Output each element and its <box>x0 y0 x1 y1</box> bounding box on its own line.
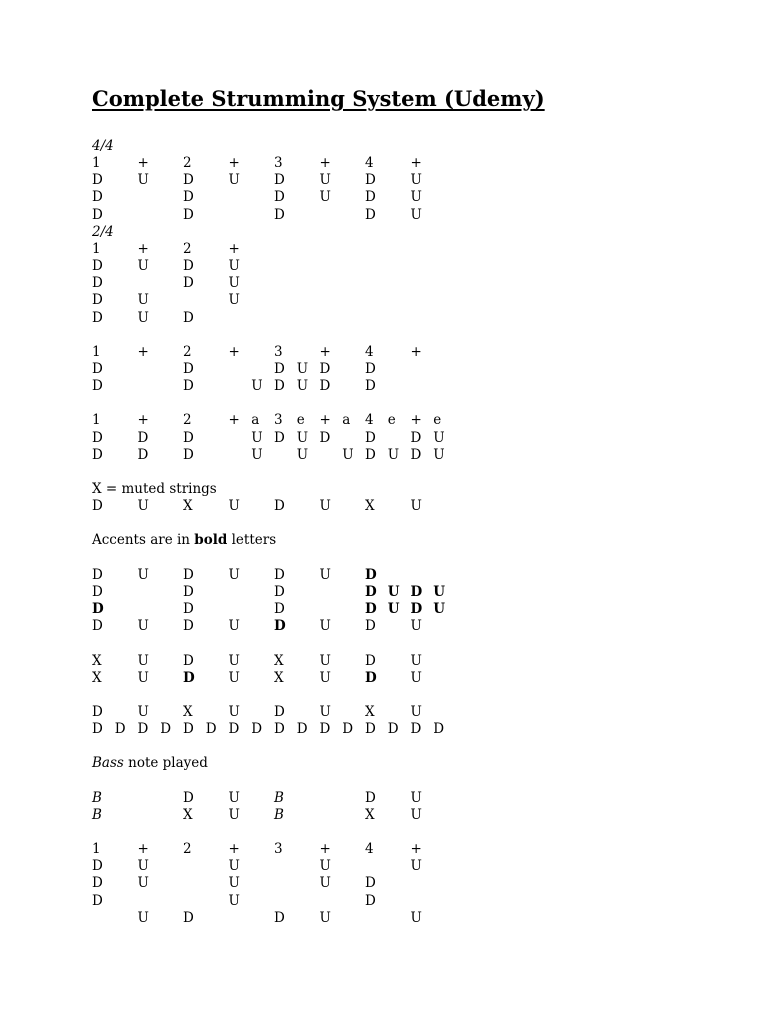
strum-symbol: U <box>433 429 445 446</box>
strum-symbol: U <box>228 618 240 635</box>
strum-symbol: + <box>410 841 422 858</box>
strum-symbol: X <box>183 498 193 515</box>
strum-symbol: 2 <box>183 155 192 172</box>
strum-symbol: D <box>92 378 103 395</box>
strum-symbol: U <box>251 429 263 446</box>
strum-symbol: U <box>228 292 240 309</box>
strum-symbol: U <box>228 789 240 806</box>
strum-symbol: + <box>137 412 149 429</box>
strum-symbol: U <box>319 875 331 892</box>
strum-symbol: D <box>92 703 103 720</box>
strum-symbol: U <box>433 446 445 463</box>
strum-symbol: D <box>183 309 194 326</box>
strum-symbol: X <box>183 703 193 720</box>
strum-symbol: D <box>410 583 423 600</box>
strum-symbol: U <box>228 892 240 909</box>
strum-symbol: U <box>251 378 263 395</box>
strum-symbol: 3 <box>274 841 283 858</box>
strum-symbol: U <box>137 309 149 326</box>
strum-symbol: U <box>319 498 331 515</box>
strum-symbol: U <box>410 703 422 720</box>
strum-symbol: D <box>365 446 376 463</box>
strum-symbol: D <box>365 601 377 618</box>
strum-symbol: X <box>365 806 375 823</box>
strum-symbol: D <box>183 909 194 926</box>
strum-symbol: D <box>183 206 194 223</box>
strum-symbol: D <box>183 258 194 275</box>
strum-symbol: U <box>228 875 240 892</box>
strum-symbol: U <box>410 669 422 686</box>
strum-symbol: U <box>137 669 149 686</box>
strum-symbol: e <box>296 412 305 429</box>
strum-symbol: D <box>365 618 376 635</box>
strum-symbol: D <box>274 172 285 189</box>
text-segment: note played <box>123 755 208 772</box>
strum-symbol: D <box>274 206 285 223</box>
strum-symbol: U <box>410 172 422 189</box>
strum-symbol: U <box>387 446 400 463</box>
strum-symbol: D <box>319 429 331 446</box>
strum-symbol: D <box>365 378 376 395</box>
strum-symbol: U <box>137 652 149 669</box>
strum-symbol: D <box>274 703 285 720</box>
strum-symbol: 1 <box>92 412 101 429</box>
strum-symbol: U <box>228 669 240 686</box>
strum-symbol: D <box>274 378 285 395</box>
strum-symbol: U <box>296 446 309 463</box>
strum-symbol: D <box>365 652 376 669</box>
strum-symbol: D <box>183 360 194 377</box>
strum-symbol: D <box>92 875 103 892</box>
strum-symbol: D <box>365 892 376 909</box>
strum-symbol: D <box>274 429 285 446</box>
text-segment: Bass <box>92 755 124 772</box>
strum-symbol: + <box>410 155 422 172</box>
strum-symbol: D <box>365 789 376 806</box>
strum-symbol: D <box>92 360 103 377</box>
strum-symbol: X <box>92 669 102 686</box>
strum-symbol: 2 <box>183 240 192 257</box>
strum-symbol: U <box>319 566 331 583</box>
strum-symbol: D <box>92 583 103 600</box>
strum-symbol: U <box>228 652 240 669</box>
strum-symbol: D <box>92 206 103 223</box>
strum-symbol: 2 <box>183 841 192 858</box>
strum-symbol: X <box>183 806 193 823</box>
strum-symbol: D <box>410 721 422 738</box>
strum-symbol: + <box>137 240 149 257</box>
strum-symbol: D <box>137 721 149 738</box>
strum-symbol: U <box>137 292 149 309</box>
strum-symbol: U <box>319 618 331 635</box>
strum-symbol: D <box>365 721 376 738</box>
text-segment: bold <box>194 532 228 549</box>
strum-symbol: D <box>342 721 354 738</box>
strum-symbol: D <box>92 429 103 446</box>
strum-symbol: D <box>137 429 149 446</box>
strum-symbol: X <box>274 652 284 669</box>
strum-symbol: U <box>410 909 422 926</box>
strum-symbol: B <box>274 806 284 823</box>
strum-symbol: X <box>274 669 284 686</box>
strum-symbol: + <box>319 841 331 858</box>
strum-symbol: U <box>319 189 331 206</box>
strum-symbol: + <box>410 412 422 429</box>
strum-symbol: D <box>183 601 194 618</box>
strum-symbol: D <box>92 858 103 875</box>
strum-symbol: U <box>137 703 149 720</box>
strum-symbol: D <box>183 669 195 686</box>
strum-symbol: U <box>251 446 263 463</box>
strum-symbol: 3 <box>274 155 283 172</box>
strum-symbol: D <box>365 669 377 686</box>
strum-symbol: U <box>410 858 422 875</box>
strum-symbol: + <box>319 155 331 172</box>
strum-symbol: D <box>92 601 104 618</box>
strum-symbol: 4 <box>365 155 374 172</box>
strum-symbol: 1 <box>92 240 101 257</box>
strum-symbol: 2 <box>183 412 192 429</box>
strum-symbol: D <box>183 789 194 806</box>
strum-symbol: U <box>137 498 149 515</box>
strum-symbol: D <box>92 498 103 515</box>
strum-symbol: D <box>387 721 399 738</box>
strum-symbol: B <box>92 806 102 823</box>
strum-symbol: U <box>433 601 446 618</box>
strum-symbol: D <box>410 429 422 446</box>
strum-symbol: D <box>319 360 331 377</box>
text-line <box>92 481 217 498</box>
text-segment: X = muted strings <box>92 481 217 497</box>
strum-symbol: a <box>251 412 260 429</box>
strum-symbol: U <box>410 806 422 823</box>
strum-symbol: U <box>296 378 309 395</box>
strum-symbol: a <box>342 412 351 429</box>
strum-symbol: D <box>274 360 285 377</box>
strum-symbol: D <box>365 206 376 223</box>
strum-symbol: D <box>92 721 103 738</box>
strum-symbol: U <box>410 618 422 635</box>
strum-symbol: D <box>274 583 285 600</box>
strum-symbol: U <box>433 583 446 600</box>
document-title: Complete Strumming System (Udemy) <box>92 86 545 111</box>
strum-symbol: D <box>274 721 285 738</box>
text-line <box>92 755 208 772</box>
text-segment: letters <box>227 532 277 549</box>
strum-symbol: D <box>160 721 172 738</box>
strum-symbol: U <box>319 669 331 686</box>
strum-symbol: U <box>319 172 331 189</box>
strum-symbol: D <box>365 360 376 377</box>
strum-symbol: e <box>387 412 396 429</box>
strum-symbol: D <box>183 172 194 189</box>
strum-symbol: D <box>92 309 103 326</box>
strum-symbol: D <box>183 566 194 583</box>
strum-symbol: 3 <box>274 343 283 360</box>
strum-symbol: U <box>228 258 240 275</box>
strum-symbol: D <box>319 721 331 738</box>
strum-symbol: U <box>319 703 331 720</box>
strum-symbol: D <box>296 721 308 738</box>
strum-symbol: 3 <box>274 412 283 429</box>
strum-symbol: U <box>387 583 400 600</box>
strum-symbol: + <box>228 155 240 172</box>
strum-symbol: D <box>92 892 103 909</box>
strum-symbol: D <box>183 652 194 669</box>
strum-symbol: D <box>92 566 103 583</box>
text-segment: 2/4 <box>92 223 114 240</box>
strum-symbol: D <box>365 875 376 892</box>
strum-symbol: D <box>365 566 377 583</box>
strum-symbol: D <box>251 721 263 738</box>
strum-symbol: U <box>410 652 422 669</box>
strum-symbol: D <box>274 618 286 635</box>
strum-symbol: U <box>137 618 149 635</box>
strum-symbol: D <box>92 446 103 463</box>
strum-symbol: U <box>387 601 400 618</box>
strum-symbol: U <box>410 206 422 223</box>
strum-symbol: 1 <box>92 155 101 172</box>
strum-symbol: + <box>228 240 240 257</box>
strum-symbol: X <box>365 498 375 515</box>
strum-symbol: + <box>137 343 149 360</box>
strum-symbol: U <box>296 429 309 446</box>
strum-symbol: D <box>274 909 285 926</box>
strum-symbol: U <box>319 858 331 875</box>
strum-symbol: D <box>410 446 422 463</box>
strum-symbol: U <box>137 172 149 189</box>
strum-symbol: U <box>228 806 240 823</box>
strum-symbol: + <box>228 841 240 858</box>
strum-symbol: U <box>228 566 240 583</box>
strum-symbol: D <box>183 378 194 395</box>
strum-symbol: U <box>228 275 240 292</box>
strum-symbol: 1 <box>92 841 101 858</box>
text-line <box>92 138 114 155</box>
strum-symbol: U <box>228 703 240 720</box>
strum-symbol: 4 <box>365 412 374 429</box>
strum-symbol: U <box>137 258 149 275</box>
strum-symbol: D <box>365 172 376 189</box>
strum-symbol: 1 <box>92 343 101 360</box>
strum-symbol: + <box>228 343 240 360</box>
strum-symbol: U <box>410 189 422 206</box>
strum-symbol: 4 <box>365 343 374 360</box>
text-line <box>92 224 114 241</box>
strum-symbol: D <box>183 275 194 292</box>
text-line <box>92 532 276 549</box>
strum-symbol: + <box>410 343 422 360</box>
strum-symbol: U <box>228 858 240 875</box>
strum-symbol: D <box>319 378 331 395</box>
strum-symbol: D <box>433 721 445 738</box>
strum-symbol: D <box>274 601 285 618</box>
strum-symbol: D <box>365 583 377 600</box>
strum-symbol: U <box>319 909 331 926</box>
strum-symbol: U <box>137 909 149 926</box>
strum-symbol: D <box>183 189 194 206</box>
strum-symbol: + <box>228 412 240 429</box>
strum-symbol: U <box>410 789 422 806</box>
strum-symbol: e <box>433 412 442 429</box>
strum-symbol: D <box>92 258 103 275</box>
strum-symbol: + <box>319 343 331 360</box>
strum-symbol: U <box>319 652 331 669</box>
strum-symbol: 4 <box>365 841 374 858</box>
strum-symbol: D <box>274 189 285 206</box>
text-segment: 4/4 <box>92 138 114 154</box>
strum-symbol: U <box>296 360 309 377</box>
strum-symbol: X <box>92 652 102 669</box>
text-segment: Accents are in <box>92 532 195 549</box>
strum-symbol: B <box>92 789 102 806</box>
strum-symbol: U <box>137 566 149 583</box>
strum-symbol: D <box>228 721 240 738</box>
strum-symbol: D <box>410 601 423 618</box>
strum-symbol: D <box>114 721 126 738</box>
strum-symbol: D <box>183 721 194 738</box>
strum-symbol: U <box>410 498 422 515</box>
strum-symbol: U <box>137 858 149 875</box>
strum-symbol: D <box>92 618 103 635</box>
strum-symbol: D <box>92 189 103 206</box>
strum-symbol: 2 <box>183 343 192 360</box>
strum-symbol: D <box>205 721 217 738</box>
strum-symbol: U <box>228 172 240 189</box>
strum-symbol: D <box>274 498 285 515</box>
strum-symbol: D <box>183 618 194 635</box>
strum-symbol: U <box>228 498 240 515</box>
strum-symbol: D <box>92 172 103 189</box>
strum-symbol: + <box>319 412 331 429</box>
strum-symbol: + <box>137 155 149 172</box>
strum-symbol: D <box>365 189 376 206</box>
strum-symbol: D <box>92 292 103 309</box>
strum-symbol: D <box>92 275 103 292</box>
strum-symbol: X <box>365 703 375 720</box>
strum-symbol: U <box>342 446 354 463</box>
strum-symbol: D <box>137 446 149 463</box>
strum-symbol: D <box>274 566 285 583</box>
strum-symbol: D <box>183 446 194 463</box>
strum-symbol: D <box>183 583 194 600</box>
strum-symbol: B <box>274 789 284 806</box>
strum-symbol: + <box>137 841 149 858</box>
strum-symbol: U <box>137 875 149 892</box>
strum-symbol: D <box>365 429 376 446</box>
strum-symbol: D <box>183 429 194 446</box>
